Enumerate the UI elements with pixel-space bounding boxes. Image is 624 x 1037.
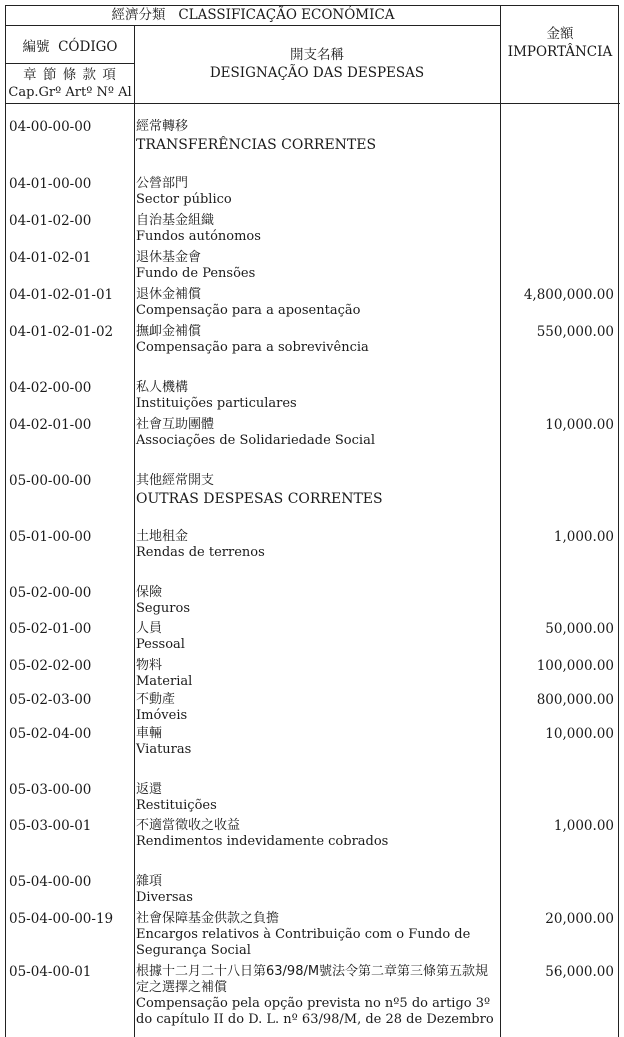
designation-pt: TRANSFERÊNCIAS CORRENTES (136, 137, 377, 153)
designation-pt: Instituições particulares (136, 396, 297, 411)
designation-pt: Pessoal (136, 637, 185, 652)
designation-zh: 保險 (136, 585, 163, 600)
designation-zh: 社會互助團體 (136, 417, 215, 432)
row-designation (136, 417, 496, 449)
row-designation (136, 782, 496, 814)
row-code: 04-02-01-00 (9, 417, 92, 433)
designation-pt: Imóveis (136, 708, 188, 723)
designation-pt: Material (136, 674, 193, 689)
row-amount: 550,000.00 (536, 324, 614, 340)
row-code: 04-01-02-00 (9, 213, 92, 229)
row-designation (136, 621, 496, 653)
row-amount: 56,000.00 (545, 964, 614, 980)
row-designation (136, 213, 496, 245)
row-code: 05-03-00-00 (9, 782, 92, 798)
row-code: 04-00-00-00 (9, 119, 92, 135)
row-code: 05-04-00-01 (9, 964, 92, 980)
designation-pt: Compensação para a sobrevivência (136, 340, 369, 355)
designation-pt: Rendas de terrenos (136, 545, 265, 560)
row-designation (136, 911, 496, 959)
row-designation (136, 529, 496, 561)
designation-pt: Fundos autónomos (136, 229, 261, 244)
row-code: 05-03-00-01 (9, 818, 92, 834)
designation-zh: 公營部門 (136, 176, 189, 191)
designation-zh: 其他經常開支 (136, 473, 215, 488)
designation-zh: 撫卹金補償 (136, 324, 202, 339)
designation-pt: Fundo de Pensões (136, 266, 256, 281)
designation-zh: 物料 (136, 658, 163, 673)
designation-pt: OUTRAS DESPESAS CORRENTES (136, 491, 383, 507)
designation-pt: Compensação pela opção prevista no nº5 do artigo 3º do capítulo II do D. L. nº 63/98/M, de 28 de Dezembro (136, 996, 494, 1027)
row-code: 04-01-00-00 (9, 176, 92, 192)
designation-zh: 不適當徵收之收益 (136, 818, 241, 833)
row-amount: 20,000.00 (545, 911, 614, 927)
designation-header-pt: DESIGNAÇÃO DAS DESPESAS (209, 65, 425, 81)
levels-header-pt: Cap.Grº Artº Nº Al (8, 85, 132, 100)
row-code: 05-02-03-00 (9, 692, 92, 708)
row-designation (136, 380, 496, 412)
row-designation (136, 726, 496, 758)
row-designation (136, 250, 496, 282)
designation-zh: 土地租金 (136, 529, 189, 544)
budget-table (5, 5, 619, 1037)
column-divider (500, 6, 501, 1037)
row-code: 04-01-02-01-02 (9, 324, 114, 340)
designation-zh: 車輛 (136, 726, 163, 741)
row-amount: 50,000.00 (545, 621, 614, 637)
row-designation (136, 287, 496, 319)
row-amount: 100,000.00 (536, 658, 614, 674)
row-designation (136, 585, 496, 617)
designation-pt: Restituições (136, 798, 217, 813)
designation-zh: 退休金補償 (136, 287, 202, 302)
row-amount: 10,000.00 (545, 417, 614, 433)
designation-pt: Encargos relativos à Contribuição com o Fundo de Segurança Social (136, 927, 471, 958)
row-designation (136, 964, 496, 1028)
row-code: 05-02-02-00 (9, 658, 92, 674)
row-designation (136, 473, 496, 507)
amount-header-zh: 金額 (546, 26, 574, 42)
row-code: 05-02-00-00 (9, 585, 92, 601)
designation-pt: Seguros (136, 601, 191, 616)
row-designation (136, 818, 496, 850)
designation-header-zh: 開支名稱 (290, 47, 344, 63)
row-code: 04-01-02-01-01 (9, 287, 114, 303)
row-code: 05-02-04-00 (9, 726, 92, 742)
row-code: 04-01-02-01 (9, 250, 92, 266)
designation-zh: 退休基金會 (136, 250, 202, 265)
designation-zh: 經常轉移 (136, 119, 189, 134)
designation-pt: Sector público (136, 192, 232, 207)
designation-zh: 私人機構 (136, 380, 189, 395)
designation-zh: 雜項 (136, 874, 163, 889)
code-header: 編號 CÓDIGO (22, 39, 118, 55)
classification-header: 經濟分類 CLASSIFICAÇÃO ECONÓMICA (111, 7, 395, 23)
levels-header-zh: 章 節 條 款 項 (23, 67, 117, 83)
header-divider (6, 25, 500, 26)
designation-zh: 社會保障基金供款之負擔 (136, 911, 280, 926)
row-designation (136, 324, 496, 356)
designation-pt: Rendimentos indevidamente cobrados (136, 834, 389, 849)
row-code: 05-00-00-00 (9, 473, 92, 489)
amount-header-pt: IMPORTÂNCIA (507, 44, 613, 60)
row-amount: 1,000.00 (553, 529, 614, 545)
designation-pt: Associações de Solidariedade Social (136, 433, 375, 448)
designation-zh: 不動產 (136, 692, 176, 707)
row-code: 05-02-01-00 (9, 621, 92, 637)
row-designation (136, 874, 496, 906)
row-amount: 800,000.00 (536, 692, 614, 708)
header-divider (6, 63, 134, 64)
row-code: 05-01-00-00 (9, 529, 92, 545)
designation-zh: 返還 (136, 782, 163, 797)
header-divider (6, 103, 620, 104)
row-code: 04-02-00-00 (9, 380, 92, 396)
designation-zh: 人員 (136, 621, 163, 636)
designation-pt: Compensação para a aposentação (136, 303, 361, 318)
row-designation (136, 692, 496, 724)
row-code: 05-04-00-00 (9, 874, 92, 890)
row-designation (136, 658, 496, 690)
row-amount: 10,000.00 (545, 726, 614, 742)
row-code: 05-04-00-00-19 (9, 911, 114, 927)
row-amount: 4,800,000.00 (523, 287, 614, 303)
row-designation (136, 176, 496, 208)
row-amount: 1,000.00 (553, 818, 614, 834)
designation-zh: 根據十二月二十八日第63/98/M號法令第二章第三條第五款規定之選擇之補償 (136, 964, 489, 995)
designation-zh: 自治基金組織 (136, 213, 215, 228)
designation-pt: Diversas (136, 890, 193, 905)
designation-pt: Viaturas (136, 742, 192, 757)
row-designation (136, 119, 496, 153)
column-divider (134, 26, 135, 1037)
